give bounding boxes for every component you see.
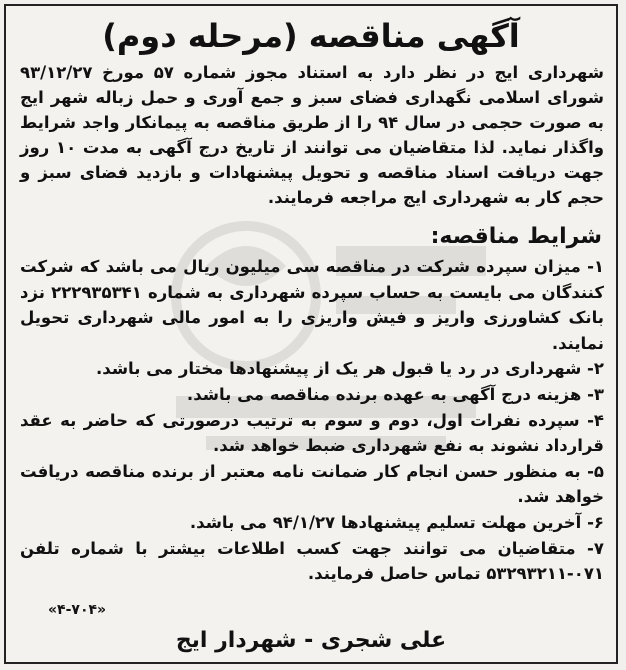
condition-item: ۴- سپرده نفرات اول، دوم و سوم به ترتیب درصورتی که حاضر به عقد قرارداد نشوند به نفع شهرداری ضبط خواهد شد. <box>20 410 604 456</box>
conditions-list <box>20 254 604 587</box>
condition-item: ۵- به منظور حسن انجام کار ضمانت نامه معتبر از برنده مناقصه دریافت خواهد شد. <box>20 461 604 507</box>
condition-item: ۲- شهرداری در رد یا قبول هر یک از پیشنهادها مختار می باشد. <box>96 359 604 379</box>
condition-item: ۳- هزینه درج آگهی به عهده برنده مناقصه می باشد. <box>186 384 604 404</box>
notice-title: آگهی مناقصه (مرحله دوم) <box>102 17 520 55</box>
condition-item: ۶- آخرین مهلت تسلیم پیشنهادها ۹۴/۱/۲۷ می باشد. <box>189 512 604 532</box>
notice-intro: شهرداری ایج در نظر دارد به استناد مجوز شماره ۵۷ مورخ ۹۳/۱۲/۲۷ شورای اسلامی نگهداری فضای سبز و جمع آوری و حمل زباله شهر ایج به صورت حجمی در سال ۹۴ را از طریق مناقصه به پیمانکار واجد شرایط واگذار نماید. لذا متقاضیان می توانند از تاریخ درج آگهی به مدت ۱۰ روز جهت دریافت اسناد مناقصه و تحویل پیشنهادات و بازدید فضای سبز و حجم کار به شهرداری ایج مراجعه فرمایند. <box>20 63 605 207</box>
notice-frame <box>4 4 618 664</box>
signature-line: علی شجری - شهردار ایج <box>175 628 447 653</box>
conditions-heading: شرایط مناقصه: <box>430 224 602 249</box>
notice-reference-code: «۴-۷۰۴» <box>48 602 107 618</box>
condition-item: ۱- میزان سپرده شرکت در مناقصه سی میلیون ریال می باشد که شرکت کنندگان می بایست به حساب سپرده شهرداری به شماره ۲۲۲۹۳۵۳۴۱ نزد بانک کشاورزی واریز و فیش واریزی را به امور مالی شهرداری تحویل نمایند. <box>20 257 604 353</box>
condition-item: ۷- متقاضیان می توانند جهت کسب اطلاعات بیشتر با شماره تلفن ۰۷۱-۵۳۲۹۳۲۱۱ تماس حاصل فرمایند. <box>20 538 604 584</box>
